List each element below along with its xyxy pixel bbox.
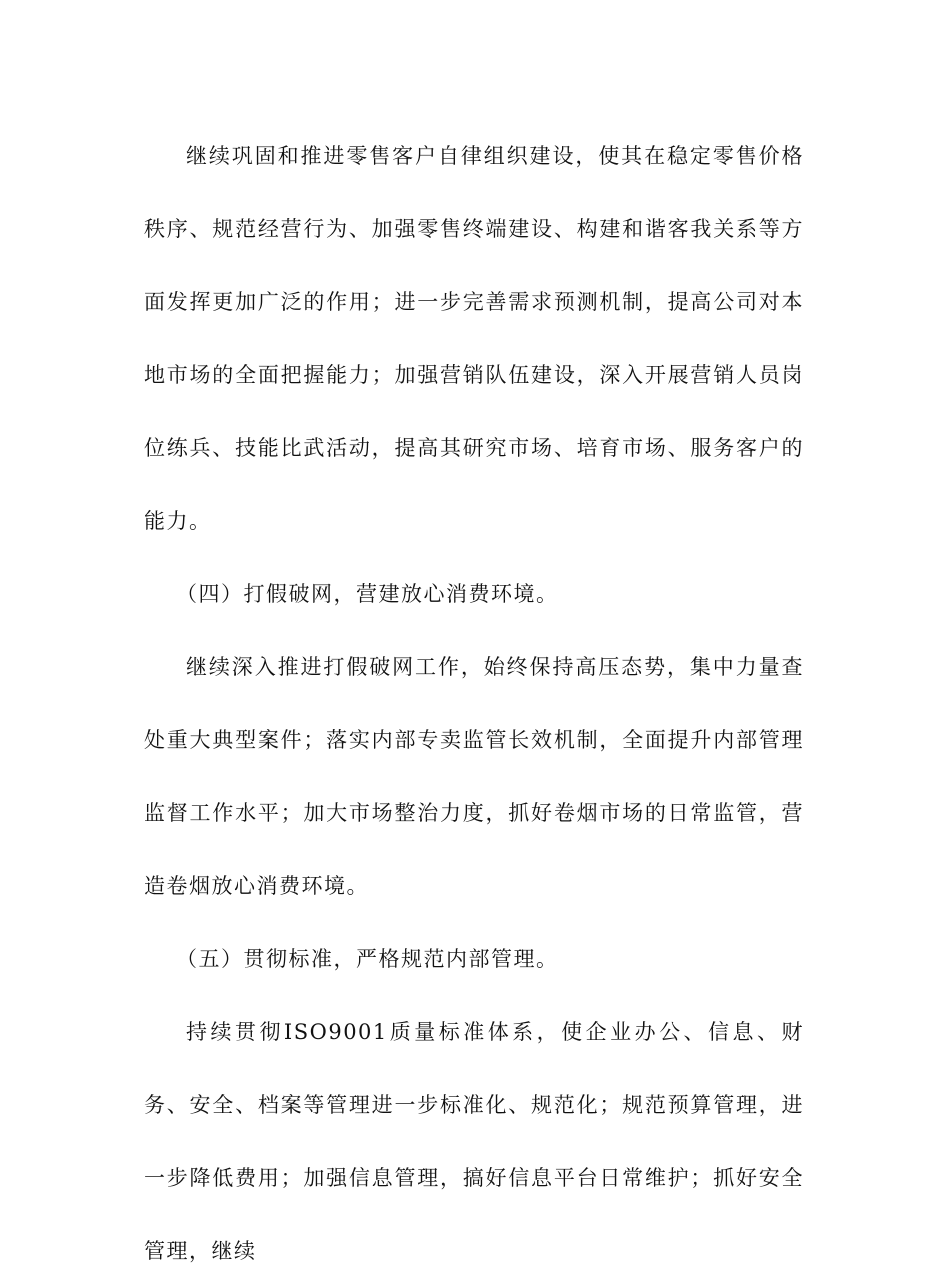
section-heading-anti-counterfeit: （四）打假破网，营建放心消费环境。 (176, 582, 559, 606)
paragraph-anti-counterfeit: 继续深入推进打假破网工作，始终保持高压态势，集中力量查处重大典型案件；落实内部专卖监管长效机制，全面提升内部管理监督工作水平；加大市场整治力度，抓好卷烟市场的日常监管，营造卷烟放心消费环境。 (144, 655, 804, 898)
paragraph-standards: 持续贯彻ISO9001质量标准体系，使企业办公、信息、财务、安全、档案等管理进一步标准化、规范化；规范预算管理，进一步降低费用；加强信息管理，搞好信息平台日常维护；抓好安全管理，继续 (144, 1020, 804, 1263)
paragraph-retail-self-discipline: 继续巩固和推进零售客户自律组织建设，使其在稳定零售价格秩序、规范经营行为、加强零售终端建设、构建和谐客我关系等方面发挥更加广泛的作用；进一步完善需求预测机制，提高公司对本地市场的全面把握能力；加强营销队伍建设，深入开展营销人员岗位练兵、技能比武活动，提高其研究市场、培育市场、服务客户的能力。 (144, 144, 804, 533)
document-body (144, 120, 804, 1288)
section-heading-standards: （五）贯彻标准，严格规范内部管理。 (176, 947, 559, 971)
